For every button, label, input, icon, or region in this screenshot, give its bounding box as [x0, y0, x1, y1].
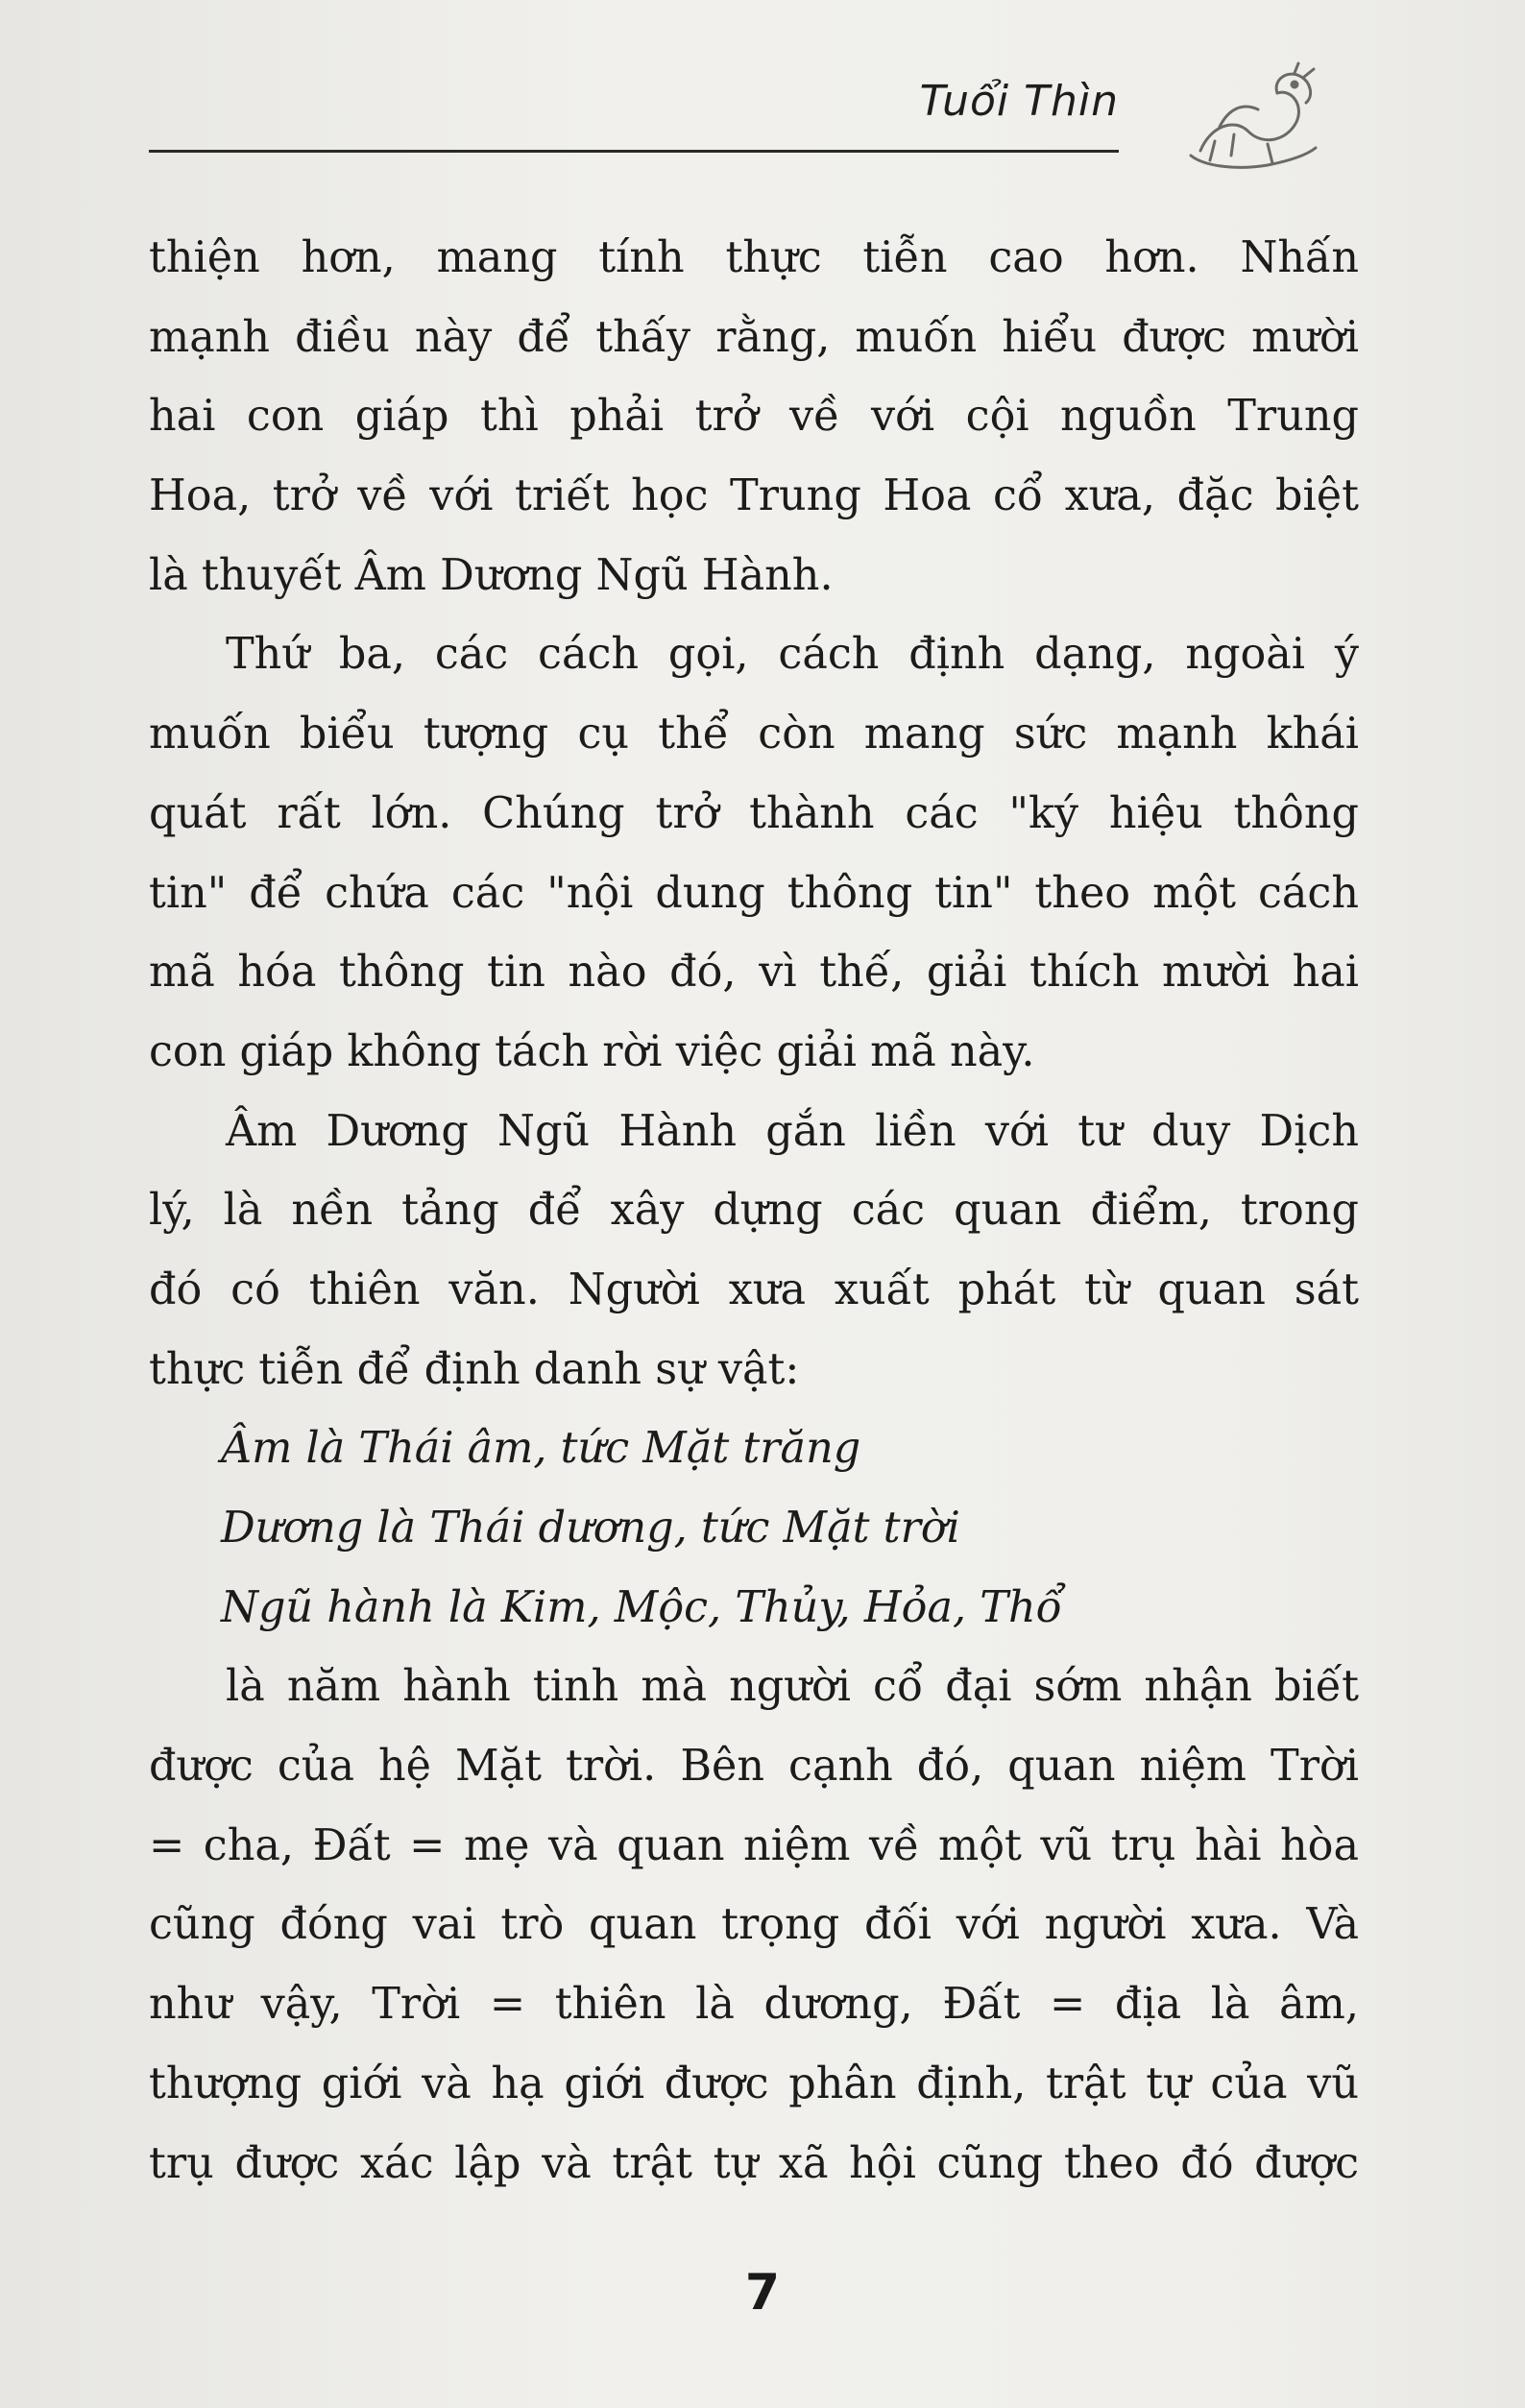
text-line: Thứ ba, các cách gọi, cách định dạng, ngoài ý [226, 630, 1359, 680]
text-line: cũng đóng vai trò quan trọng đối với người xưa. Và [149, 1900, 1359, 1950]
text-line: là thuyết Âm Dương Ngũ Hành. [149, 550, 834, 600]
text-line: thượng giới và hạ giới được phân định, trật tự của vũ [149, 2059, 1359, 2108]
text-line: như vậy, Trời = thiên là dương, Đất = địa là âm, [149, 1980, 1359, 2030]
text-line: được của hệ Mặt trời. Bên cạnh đó, quan niệm Trời [149, 1742, 1359, 1792]
text-line: Hoa, trở về với triết học Trung Hoa cổ xưa, đặc biệt [149, 471, 1359, 521]
body-text [149, 219, 1359, 2203]
text-line: quát rất lớn. Chúng trở thành các "ký hiệu thông [149, 788, 1359, 838]
text-line: con giáp không tách rời việc giải mã này. [149, 1026, 1035, 1076]
text-line: = cha, Đất = mẹ và quan niệm về một vũ trụ hài hòa [149, 1820, 1359, 1870]
chapter-title: Tuổi Thìn [919, 77, 1119, 126]
text-line: muốn biểu tượng cụ thể còn mang sức mạnh khái [149, 710, 1359, 759]
text-line: thực tiễn để định danh sự vật: [149, 1344, 800, 1394]
text-line: tin" để chứa các "nội dung thông tin" theo một cách [149, 868, 1359, 918]
verse-line: Âm là Thái âm, tức Mặt trăng [221, 1424, 861, 1474]
text-line: lý, là nền tảng để xây dựng các quan điểm, trong [149, 1186, 1359, 1236]
text-line: mã hóa thông tin nào đó, vì thế, giải thích mười hai [149, 948, 1359, 998]
text-line: là năm hành tinh mà người cổ đại sớm nhận biết [226, 1662, 1359, 1712]
text-line: Âm Dương Ngũ Hành gắn liền với tư duy Dịch [226, 1106, 1359, 1156]
text-line: mạnh điều này để thấy rằng, muốn hiểu được mười [149, 312, 1359, 362]
text-line: trụ được xác lập và trật tự xã hội cũng theo đó được [149, 2138, 1359, 2188]
text-line: đó có thiên văn. Người xưa xuất phát từ quan sát [149, 1264, 1359, 1314]
page-number: 7 [744, 2264, 781, 2322]
text-line: thiện hơn, mang tính thực tiễn cao hơn. Nhấn [149, 233, 1359, 282]
header-divider [149, 150, 1119, 153]
running-header [149, 58, 1119, 163]
text-line: hai con giáp thì phải trở về với cội nguồn Trung [149, 392, 1359, 442]
dragon-icon [1181, 60, 1325, 175]
verse-line: Dương là Thái dương, tức Mặt trời [221, 1504, 960, 1553]
verse-line: Ngũ hành là Kim, Mộc, Thủy, Hỏa, Thổ [221, 1582, 1062, 1632]
